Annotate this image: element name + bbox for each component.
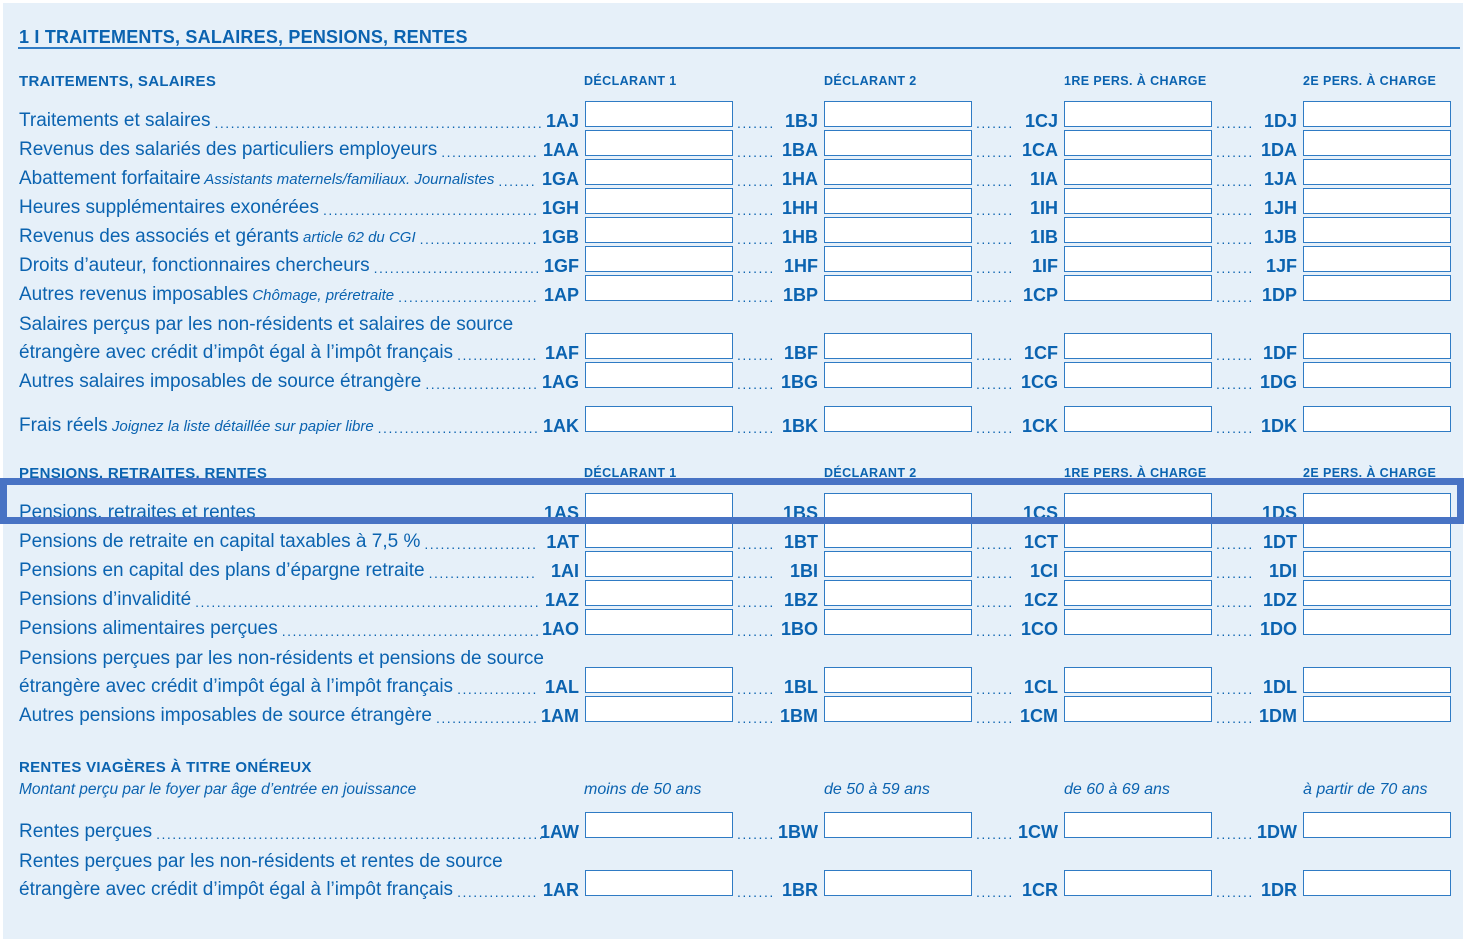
- box-code: 1DW: [1257, 822, 1297, 842]
- dot-leader: .......: [1216, 623, 1254, 639]
- box-code: 1BR: [781, 880, 818, 900]
- box-code: 1DI: [1268, 561, 1297, 581]
- box-code: 1AT: [546, 532, 579, 552]
- amount-input-1aw[interactable]: [585, 812, 733, 838]
- row-label-line1: Pensions perçues par les non-résidents et pensions de source: [19, 648, 544, 669]
- amount-input-1ha[interactable]: [824, 159, 972, 185]
- dot-leader: .......: [737, 623, 775, 639]
- dot-leader: .......: [1216, 826, 1254, 842]
- dot-leader: .......: [737, 202, 775, 218]
- box-code: 1BW: [778, 822, 818, 842]
- box-code: 1CW: [1018, 822, 1058, 842]
- row-label: [19, 415, 374, 437]
- box-code: 1DT: [1262, 532, 1297, 552]
- amount-input-1aj[interactable]: [585, 101, 733, 127]
- dot-leader: .......: [1216, 884, 1254, 900]
- amount-input-1bf[interactable]: [824, 333, 972, 359]
- box-code: 1BL: [783, 677, 818, 697]
- dot-leader: ..........................: [398, 289, 539, 305]
- box-code: 1DF: [1262, 343, 1297, 363]
- row-label-text: Autres revenus imposables: [19, 284, 249, 305]
- row-label: [19, 821, 152, 843]
- box-code: 1DL: [1262, 677, 1297, 697]
- amount-input-1bm[interactable]: [824, 696, 972, 722]
- amount-input-1bl[interactable]: [824, 667, 972, 693]
- column-header-4: à partir de 70 ans: [1303, 781, 1428, 798]
- row-label-text: étrangère avec crédit d’impôt égal à l’impôt français: [19, 676, 454, 697]
- column-header-2: DÉCLARANT 2: [824, 74, 917, 88]
- box-code: 1CJ: [1024, 111, 1058, 131]
- amount-input-1gf[interactable]: [585, 246, 733, 272]
- dot-leader: .......: [737, 420, 775, 436]
- amount-input-1bj[interactable]: [824, 101, 972, 127]
- box-code: 1DR: [1260, 880, 1297, 900]
- amount-input-1ih[interactable]: [1064, 188, 1212, 214]
- row-label: [19, 168, 494, 190]
- box-code: 1DO: [1259, 619, 1297, 639]
- dot-leader: ........................................................................: [156, 826, 545, 842]
- box-code: 1GH: [541, 198, 579, 218]
- amount-input-1ct[interactable]: [1064, 522, 1212, 548]
- row-label-text: étrangère avec crédit d’impôt égal à l’impôt français: [19, 342, 454, 363]
- box-code: 1BK: [781, 416, 818, 436]
- amount-input-1dl[interactable]: [1303, 667, 1451, 693]
- box-code: 1DM: [1258, 706, 1297, 726]
- amount-input-1bp[interactable]: [824, 275, 972, 301]
- column-header-3: de 60 à 69 ans: [1064, 781, 1170, 798]
- dot-leader: .......: [976, 826, 1014, 842]
- amount-input-1cw[interactable]: [1064, 812, 1212, 838]
- dot-leader: ......................: [419, 231, 539, 247]
- box-code: 1AS: [543, 503, 579, 523]
- dot-leader: .......: [1216, 347, 1254, 363]
- box-code: 1GF: [543, 256, 579, 276]
- dot-leader: .......: [1216, 289, 1254, 305]
- box-code: 1CA: [1021, 140, 1058, 160]
- amount-input-1if[interactable]: [1064, 246, 1212, 272]
- box-code: 1GA: [541, 169, 579, 189]
- box-code: 1IH: [1029, 198, 1058, 218]
- dot-leader: .......: [976, 507, 1014, 523]
- pensions-heading: PENSIONS, RETRAITES, RENTES: [19, 465, 268, 482]
- box-code: 1IF: [1031, 256, 1058, 276]
- row-label: [19, 284, 394, 306]
- row-label: [19, 110, 210, 132]
- row-label-text: Droits d’auteur, fonctionnaires chercheurs: [19, 255, 370, 276]
- box-code: 1CP: [1022, 285, 1058, 305]
- dot-leader: .......: [976, 231, 1014, 247]
- dot-leader: ...............: [457, 884, 538, 900]
- amount-input-1gh[interactable]: [585, 188, 733, 214]
- dot-leader: .......: [1216, 231, 1254, 247]
- dot-leader: ..............................: [377, 420, 540, 436]
- dot-leader: .......: [976, 173, 1014, 189]
- row-label-text: Revenus des associés et gérants: [19, 226, 299, 247]
- amount-input-1dg[interactable]: [1303, 362, 1451, 388]
- box-code: 1BS: [782, 503, 818, 523]
- amount-input-1ca[interactable]: [1064, 130, 1212, 156]
- row-label: [19, 618, 278, 640]
- amount-input-1dr[interactable]: [1303, 870, 1451, 896]
- amount-input-1bg[interactable]: [824, 362, 972, 388]
- box-code: 1BO: [780, 619, 818, 639]
- dot-leader: .......: [976, 594, 1014, 610]
- column-header-2: DÉCLARANT 2: [824, 466, 917, 480]
- amount-input-1cj[interactable]: [1064, 101, 1212, 127]
- amount-input-1do[interactable]: [1303, 609, 1451, 635]
- title-rule: [18, 47, 1460, 49]
- rentes-heading: RENTES VIAGÈRES À TITRE ONÉREUX: [19, 759, 312, 776]
- dot-leader: .......: [737, 507, 775, 523]
- dot-leader: ...................: [435, 710, 539, 726]
- box-code: 1IB: [1029, 227, 1058, 247]
- amount-input-1dz[interactable]: [1303, 580, 1451, 606]
- dot-leader: ................................................: [281, 623, 541, 639]
- rentes-subnote: Montant perçu par le foyer par âge d’entrée en jouissance: [19, 781, 417, 798]
- box-code: 1CT: [1023, 532, 1058, 552]
- box-code: 1BM: [779, 706, 818, 726]
- dot-leader: .......: [737, 376, 775, 392]
- amount-input-1az[interactable]: [585, 580, 733, 606]
- dot-leader: .......: [976, 710, 1014, 726]
- amount-input-1bo[interactable]: [824, 609, 972, 635]
- column-header-1: DÉCLARANT 1: [584, 466, 677, 480]
- box-code: 1AF: [544, 343, 579, 363]
- amount-input-1di[interactable]: [1303, 551, 1451, 577]
- amount-input-1cg[interactable]: [1064, 362, 1212, 388]
- row-label-text: Heures supplémentaires exonérées: [19, 197, 319, 218]
- row-label: [19, 560, 425, 582]
- column-header-1: DÉCLARANT 1: [584, 74, 677, 88]
- box-code: 1IA: [1029, 169, 1058, 189]
- row-label: [19, 502, 256, 524]
- row-note: Assistants maternels/familiaux. Journalistes: [200, 171, 495, 188]
- box-code: 1DA: [1260, 140, 1297, 160]
- row-label-text: Pensions en capital des plans d’épargne retraite: [19, 560, 425, 581]
- row-label-text: Autres pensions imposables de source étrangère: [19, 705, 432, 726]
- column-header-1: moins de 50 ans: [584, 781, 702, 798]
- dot-leader: .......: [976, 260, 1014, 276]
- row-label: [19, 879, 453, 901]
- box-code: 1CS: [1022, 503, 1058, 523]
- row-note: Joignez la liste détaillée sur papier libre: [107, 418, 374, 435]
- dot-leader: .......: [737, 565, 775, 581]
- dot-leader: .......: [737, 144, 775, 160]
- dot-leader: .......: [1216, 420, 1254, 436]
- dot-leader: ................................................................: [195, 594, 541, 610]
- dot-leader: .......: [737, 594, 775, 610]
- amount-input-1cr[interactable]: [1064, 870, 1212, 896]
- dot-leader: .......: [1216, 710, 1254, 726]
- dot-leader: .......: [1216, 507, 1254, 523]
- box-code: 1AI: [550, 561, 579, 581]
- amount-input-1al[interactable]: [585, 667, 733, 693]
- dot-leader: ....................: [428, 565, 537, 581]
- box-code: 1BI: [789, 561, 818, 581]
- row-label: [19, 371, 421, 393]
- dot-leader: ...............: [457, 681, 538, 697]
- amount-input-1dm[interactable]: [1303, 696, 1451, 722]
- dot-leader: .......: [976, 420, 1014, 436]
- row-note: Chômage, préretraite: [248, 287, 395, 304]
- dot-leader: ....................................................: [259, 507, 540, 523]
- amount-input-1ba[interactable]: [824, 130, 972, 156]
- amount-input-1df[interactable]: [1303, 333, 1451, 359]
- dot-leader: .......: [976, 681, 1014, 697]
- amount-input-1jb[interactable]: [1303, 217, 1451, 243]
- row-label: [19, 255, 370, 277]
- amount-input-1ds[interactable]: [1303, 493, 1451, 519]
- dot-leader: .......: [737, 710, 775, 726]
- amount-input-1am[interactable]: [585, 696, 733, 722]
- row-label-text: Pensions alimentaires perçues: [19, 618, 278, 639]
- dot-leader: .......: [976, 289, 1014, 305]
- amount-input-1ar[interactable]: [585, 870, 733, 896]
- box-code: 1DG: [1259, 372, 1297, 392]
- row-label-text: Pensions, retraites et rentes: [19, 502, 256, 523]
- row-note: article 62 du CGI: [298, 229, 416, 246]
- row-label-text: Rentes perçues: [19, 821, 153, 842]
- box-code: 1BF: [783, 343, 818, 363]
- amount-input-1cs[interactable]: [1064, 493, 1212, 519]
- box-code: 1DP: [1261, 285, 1297, 305]
- box-code: 1BP: [782, 285, 818, 305]
- amount-input-1jh[interactable]: [1303, 188, 1451, 214]
- box-code: 1AG: [541, 372, 579, 392]
- box-code: 1CG: [1020, 372, 1058, 392]
- row-label: [19, 676, 453, 698]
- dot-leader: .......: [1216, 260, 1254, 276]
- amount-input-1cp[interactable]: [1064, 275, 1212, 301]
- box-code: 1GB: [541, 227, 579, 247]
- box-code: 1CI: [1029, 561, 1058, 581]
- box-code: 1DS: [1261, 503, 1297, 523]
- amount-input-1jf[interactable]: [1303, 246, 1451, 272]
- dot-leader: .......: [976, 144, 1014, 160]
- row-label-text: Autres salaires imposables de source étrangère: [19, 371, 422, 392]
- dot-leader: .......: [976, 376, 1014, 392]
- dot-leader: .......: [737, 681, 775, 697]
- amount-input-1co[interactable]: [1064, 609, 1212, 635]
- dot-leader: .......: [737, 115, 775, 131]
- box-code: 1CL: [1023, 677, 1058, 697]
- dot-leader: .......: [498, 173, 537, 189]
- amount-input-1bk[interactable]: [824, 406, 972, 432]
- box-code: 1JH: [1263, 198, 1297, 218]
- box-code: 1DZ: [1262, 590, 1297, 610]
- amount-input-1at[interactable]: [585, 522, 733, 548]
- dot-leader: .......: [737, 347, 775, 363]
- amount-input-1dt[interactable]: [1303, 522, 1451, 548]
- row-label-text: Pensions de retraite en capital taxables à 7,5 %: [19, 531, 421, 552]
- box-code: 1AZ: [544, 590, 579, 610]
- box-code: 1AP: [543, 285, 579, 305]
- dot-leader: .......: [1216, 202, 1254, 218]
- section-title: 1 I TRAITEMENTS, SALAIRES, PENSIONS, RENTES: [19, 27, 468, 47]
- dot-leader: .......: [1216, 144, 1254, 160]
- amount-input-1dk[interactable]: [1303, 406, 1451, 432]
- box-code: 1CR: [1021, 880, 1058, 900]
- column-header-4: 2E PERS. À CHARGE: [1303, 74, 1437, 88]
- box-code: 1AM: [540, 706, 579, 726]
- dot-leader: ..................: [441, 144, 539, 160]
- dot-leader: ...............................: [373, 260, 541, 276]
- dot-leader: .......: [1216, 681, 1254, 697]
- box-code: 1DK: [1260, 416, 1297, 436]
- box-code: 1CK: [1021, 416, 1058, 436]
- dot-leader: .......: [976, 347, 1014, 363]
- amount-input-1af[interactable]: [585, 333, 733, 359]
- amount-input-1dw[interactable]: [1303, 812, 1451, 838]
- column-header-3: 1RE PERS. À CHARGE: [1064, 74, 1207, 88]
- box-code: 1CF: [1023, 343, 1058, 363]
- amount-input-1ap[interactable]: [585, 275, 733, 301]
- box-code: 1DJ: [1263, 111, 1297, 131]
- box-code: 1JF: [1265, 256, 1297, 276]
- amount-input-1cf[interactable]: [1064, 333, 1212, 359]
- row-label-line1: Salaires perçus par les non-résidents et salaires de source: [19, 314, 514, 335]
- box-code: 1HA: [781, 169, 818, 189]
- dot-leader: .....................: [424, 536, 538, 552]
- box-code: 1HF: [783, 256, 818, 276]
- box-code: 1CM: [1019, 706, 1058, 726]
- income-form: [3, 3, 1463, 939]
- amount-input-1ag[interactable]: [585, 362, 733, 388]
- dot-leader: .......: [976, 115, 1014, 131]
- amount-input-1ak[interactable]: [585, 406, 733, 432]
- row-label-line1: Rentes perçues par les non-résidents et rentes de source: [19, 851, 503, 872]
- dot-leader: .......: [1216, 173, 1254, 189]
- amount-input-1hh[interactable]: [824, 188, 972, 214]
- amount-input-1ai[interactable]: [585, 551, 733, 577]
- dot-leader: ........................................: [322, 202, 539, 218]
- dot-leader: .......: [737, 173, 775, 189]
- box-code: 1BA: [781, 140, 818, 160]
- dot-leader: .......: [1216, 536, 1254, 552]
- amount-input-1ga[interactable]: [585, 159, 733, 185]
- dot-leader: .......: [737, 826, 775, 842]
- amount-input-1ib[interactable]: [1064, 217, 1212, 243]
- dot-leader: .......: [737, 260, 775, 276]
- box-code: 1AO: [541, 619, 579, 639]
- amount-input-1dj[interactable]: [1303, 101, 1451, 127]
- dot-leader: .......: [976, 565, 1014, 581]
- dot-leader: .............................................................: [214, 115, 544, 131]
- row-label: [19, 197, 319, 219]
- row-label: [19, 139, 437, 161]
- box-code: 1CO: [1020, 619, 1058, 639]
- box-code: 1AK: [542, 416, 579, 436]
- row-label: [19, 342, 453, 364]
- box-code: 1AR: [542, 880, 579, 900]
- amount-input-1ja[interactable]: [1303, 159, 1451, 185]
- traitements-heading: TRAITEMENTS, SALAIRES: [19, 73, 217, 90]
- amount-input-1br[interactable]: [824, 870, 972, 896]
- box-code: 1JA: [1263, 169, 1297, 189]
- column-header-4: 2E PERS. À CHARGE: [1303, 466, 1437, 480]
- dot-leader: .......: [976, 623, 1014, 639]
- column-header-3: 1RE PERS. À CHARGE: [1064, 466, 1207, 480]
- dot-leader: .......: [1216, 376, 1254, 392]
- amount-input-1bt[interactable]: [824, 522, 972, 548]
- box-code: 1AW: [539, 822, 579, 842]
- box-code: 1BG: [780, 372, 818, 392]
- amount-input-1hb[interactable]: [824, 217, 972, 243]
- dot-leader: .......: [976, 202, 1014, 218]
- amount-input-1cz[interactable]: [1064, 580, 1212, 606]
- amount-input-1aa[interactable]: [585, 130, 733, 156]
- box-code: 1AJ: [545, 111, 579, 131]
- row-label-text: Traitements et salaires: [19, 110, 211, 131]
- amount-input-1dp[interactable]: [1303, 275, 1451, 301]
- row-label-text: Revenus des salariés des particuliers employeurs: [19, 139, 438, 160]
- amount-input-1gb[interactable]: [585, 217, 733, 243]
- amount-input-1cm[interactable]: [1064, 696, 1212, 722]
- row-label-text: Frais réels: [19, 415, 108, 436]
- amount-input-1ia[interactable]: [1064, 159, 1212, 185]
- box-code: 1AA: [542, 140, 579, 160]
- amount-input-1bw[interactable]: [824, 812, 972, 838]
- box-code: 1HB: [781, 227, 818, 247]
- box-code: 1AL: [544, 677, 579, 697]
- dot-leader: .....................: [425, 376, 539, 392]
- amount-input-1bi[interactable]: [824, 551, 972, 577]
- dot-leader: .......: [1216, 565, 1254, 581]
- amount-input-1as[interactable]: [585, 493, 733, 519]
- dot-leader: .......: [976, 536, 1014, 552]
- dot-leader: .......: [737, 884, 775, 900]
- row-label: [19, 531, 420, 553]
- box-code: 1HH: [781, 198, 818, 218]
- amount-input-1bs[interactable]: [824, 493, 972, 519]
- amount-input-1hf[interactable]: [824, 246, 972, 272]
- dot-leader: ...............: [457, 347, 538, 363]
- row-label: [19, 705, 432, 727]
- amount-input-1ci[interactable]: [1064, 551, 1212, 577]
- box-code: 1CZ: [1023, 590, 1058, 610]
- row-label: [19, 226, 416, 248]
- box-code: 1BJ: [784, 111, 818, 131]
- amount-input-1bz[interactable]: [824, 580, 972, 606]
- row-label-text: étrangère avec crédit d’impôt égal à l’impôt français: [19, 879, 454, 900]
- box-code: 1JB: [1263, 227, 1297, 247]
- column-header-2: de 50 à 59 ans: [824, 781, 930, 798]
- dot-leader: .......: [737, 231, 775, 247]
- amount-input-1cl[interactable]: [1064, 667, 1212, 693]
- amount-input-1ck[interactable]: [1064, 406, 1212, 432]
- box-code: 1BZ: [783, 590, 818, 610]
- dot-leader: .......: [1216, 115, 1254, 131]
- amount-input-1ao[interactable]: [585, 609, 733, 635]
- dot-leader: .......: [737, 289, 775, 305]
- amount-input-1da[interactable]: [1303, 130, 1451, 156]
- dot-leader: .......: [976, 884, 1014, 900]
- row-label: [19, 589, 191, 611]
- box-code: 1BT: [783, 532, 818, 552]
- dot-leader: .......: [737, 536, 775, 552]
- dot-leader: .......: [1216, 594, 1254, 610]
- row-label-text: Abattement forfaitaire: [19, 168, 201, 189]
- row-label-text: Pensions d’invalidité: [19, 589, 192, 610]
